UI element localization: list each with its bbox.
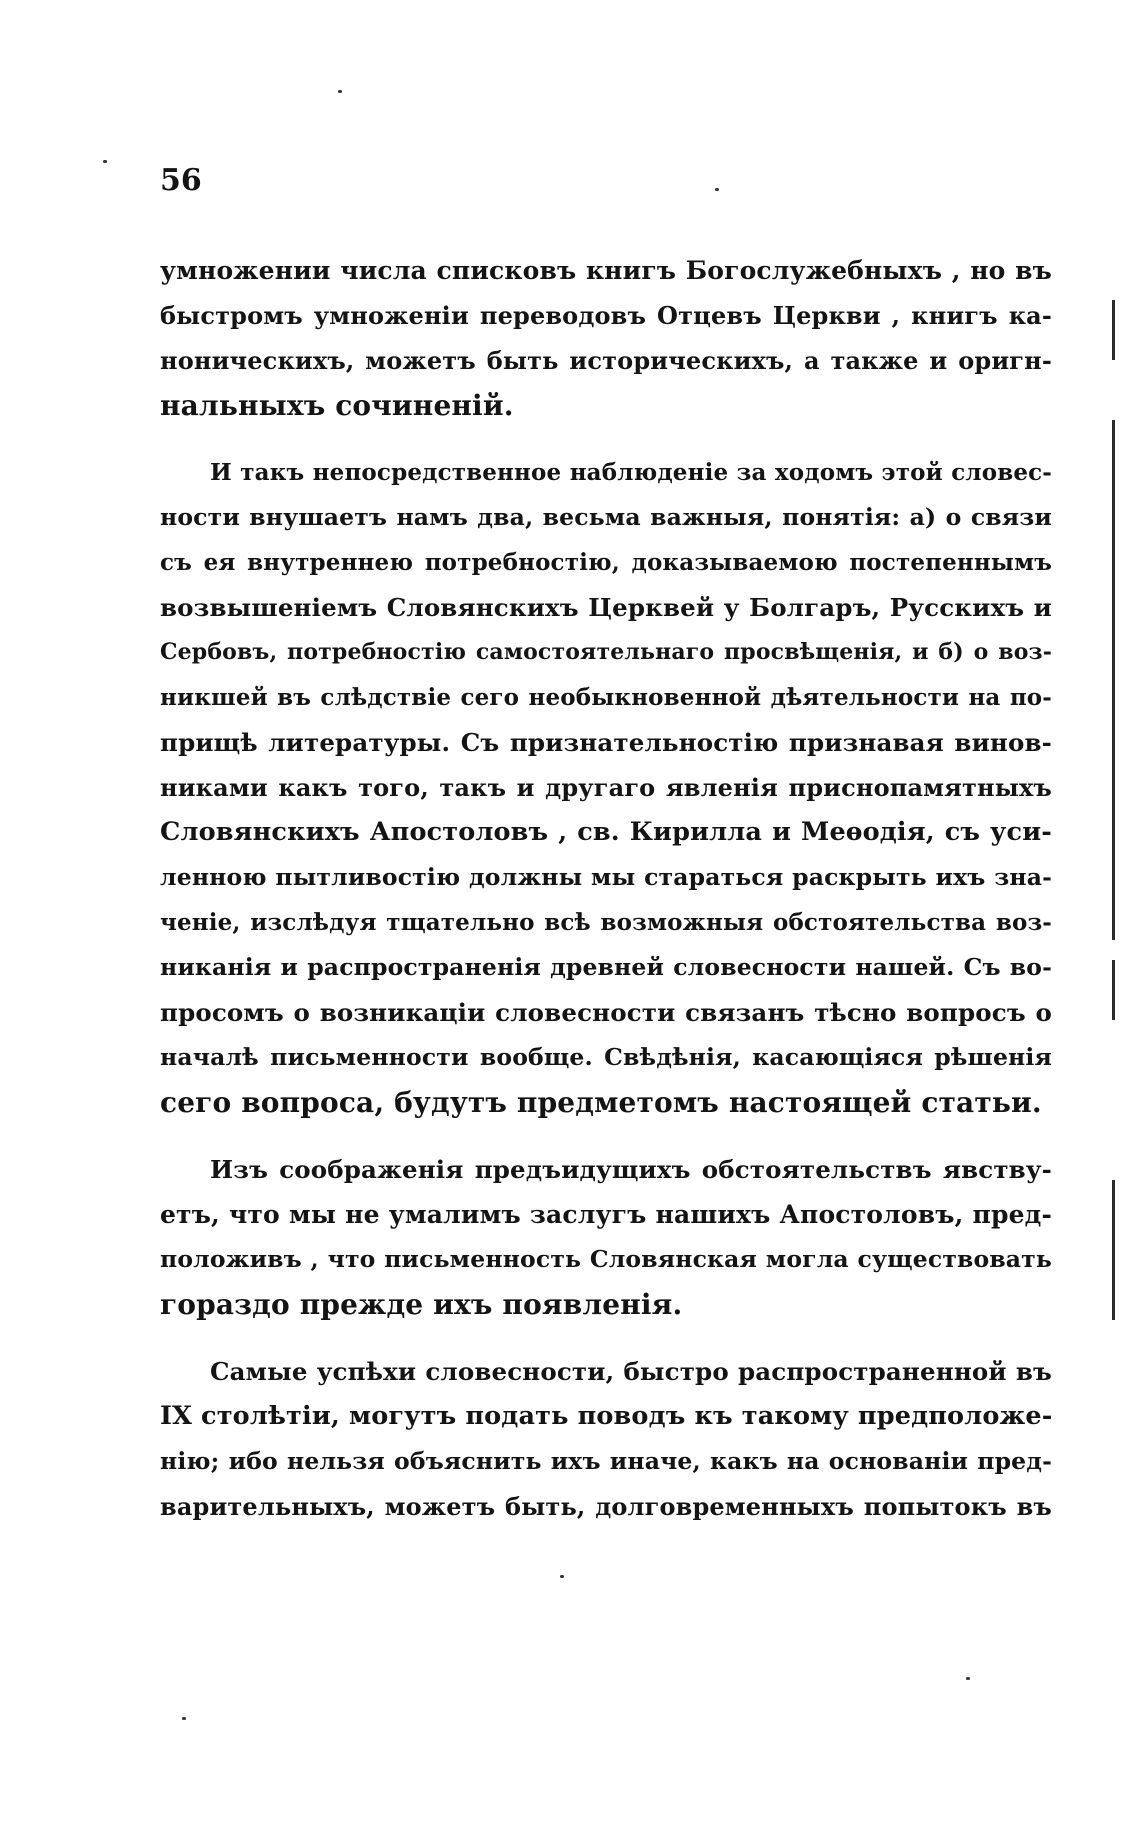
scan-edge-line (1112, 420, 1115, 940)
text-line: умножении числа списковъ книгъ Богослужебныхъ , но въ (160, 256, 1052, 285)
scan-speck (338, 90, 342, 93)
scan-speck (715, 188, 719, 191)
scan-edge-line (1112, 1180, 1115, 1320)
text-line: началѣ письменности вообще. Свѣдѣнія, касающіяся рѣшенія (160, 1043, 1052, 1071)
text-line: Словянскихъ Апостоловъ , св. Кирилла и Меѳодія, съ уси- (160, 817, 1052, 847)
text-line: нію; ибо нельзя объяснить ихъ иначе, какъ на основаніи пред- (160, 1447, 1052, 1475)
scan-speck (103, 160, 107, 163)
text-line: варительныхъ, можетъ быть, долговременныхъ попытокъ въ (160, 1492, 1052, 1521)
text-line: сего вопроса, будутъ предметомъ настоящей статьи. (160, 1086, 1042, 1119)
text-line: Изъ соображенія предъидущихъ обстоятельствъ явству- (210, 1155, 1052, 1184)
text-line: И такъ непосредственное наблюденіе за ходомъ этой словес- (210, 459, 1052, 486)
text-line: нальныхъ сочиненій. (160, 389, 514, 422)
text-line: ности внушаетъ намъ два, весьма важныя, понятія: а) о связи (160, 503, 1052, 531)
scan-speck (966, 1677, 970, 1680)
body-text (160, 248, 1052, 1529)
text-line: гораздо прежде ихъ появленія. (160, 1288, 683, 1321)
text-line: прищѣ литературы. Съ признательностію признавая винов- (160, 728, 1052, 757)
scan-edge-line (1112, 300, 1115, 360)
text-line: быстромъ умноженіи переводовъ Отцевъ Церкви , книгъ ка- (160, 301, 1052, 330)
text-line: возвышеніемъ Словянскихъ Церквей у Болгаръ, Русскихъ и (160, 593, 1052, 622)
text-line: никанія и распространенія древней словесности нашей. Съ во- (160, 953, 1052, 981)
text-line: ленною пытливостію должны мы стараться раскрыть ихъ зна- (160, 863, 1052, 891)
text-line: ченіе, изслѣдуя тщательно всѣ возможныя обстоятельства воз- (160, 909, 1052, 936)
text-line: просомъ о возникаціи словесности связанъ тѣсно вопросъ о (160, 998, 1052, 1027)
text-line: никами какъ того, такъ и другаго явленія приснопамятныхъ (160, 773, 1052, 802)
text-line: никшей въ слѣдствіе сего необыкновенной дѣятельности на по- (160, 684, 1052, 711)
scan-speck (182, 1717, 186, 1720)
text-line: положивъ , что письменность Словянская могла существовать (160, 1245, 1052, 1273)
text-line: съ ея внутреннею потребностію, доказываемою постепеннымъ (160, 549, 1052, 576)
scan-edge-line (1112, 960, 1115, 1020)
text-line: ноническихъ, можетъ быть историческихъ, а также и оригн- (160, 346, 1052, 375)
scan-speck (560, 1575, 564, 1578)
text-line: IX столѣтіи, могутъ подать поводъ къ такому предположе- (160, 1401, 1053, 1431)
text-line: Самые успѣхи словесности, быстро распространенной въ (210, 1357, 1052, 1386)
text-line: етъ, что мы не умалимъ заслугъ нашихъ Апостоловъ, пред- (160, 1200, 1052, 1229)
text-line: Сербовъ, потребностію самостоятельнаго просвѣщенія, и б) о воз- (160, 639, 1052, 665)
page-number: 56 (160, 163, 202, 198)
